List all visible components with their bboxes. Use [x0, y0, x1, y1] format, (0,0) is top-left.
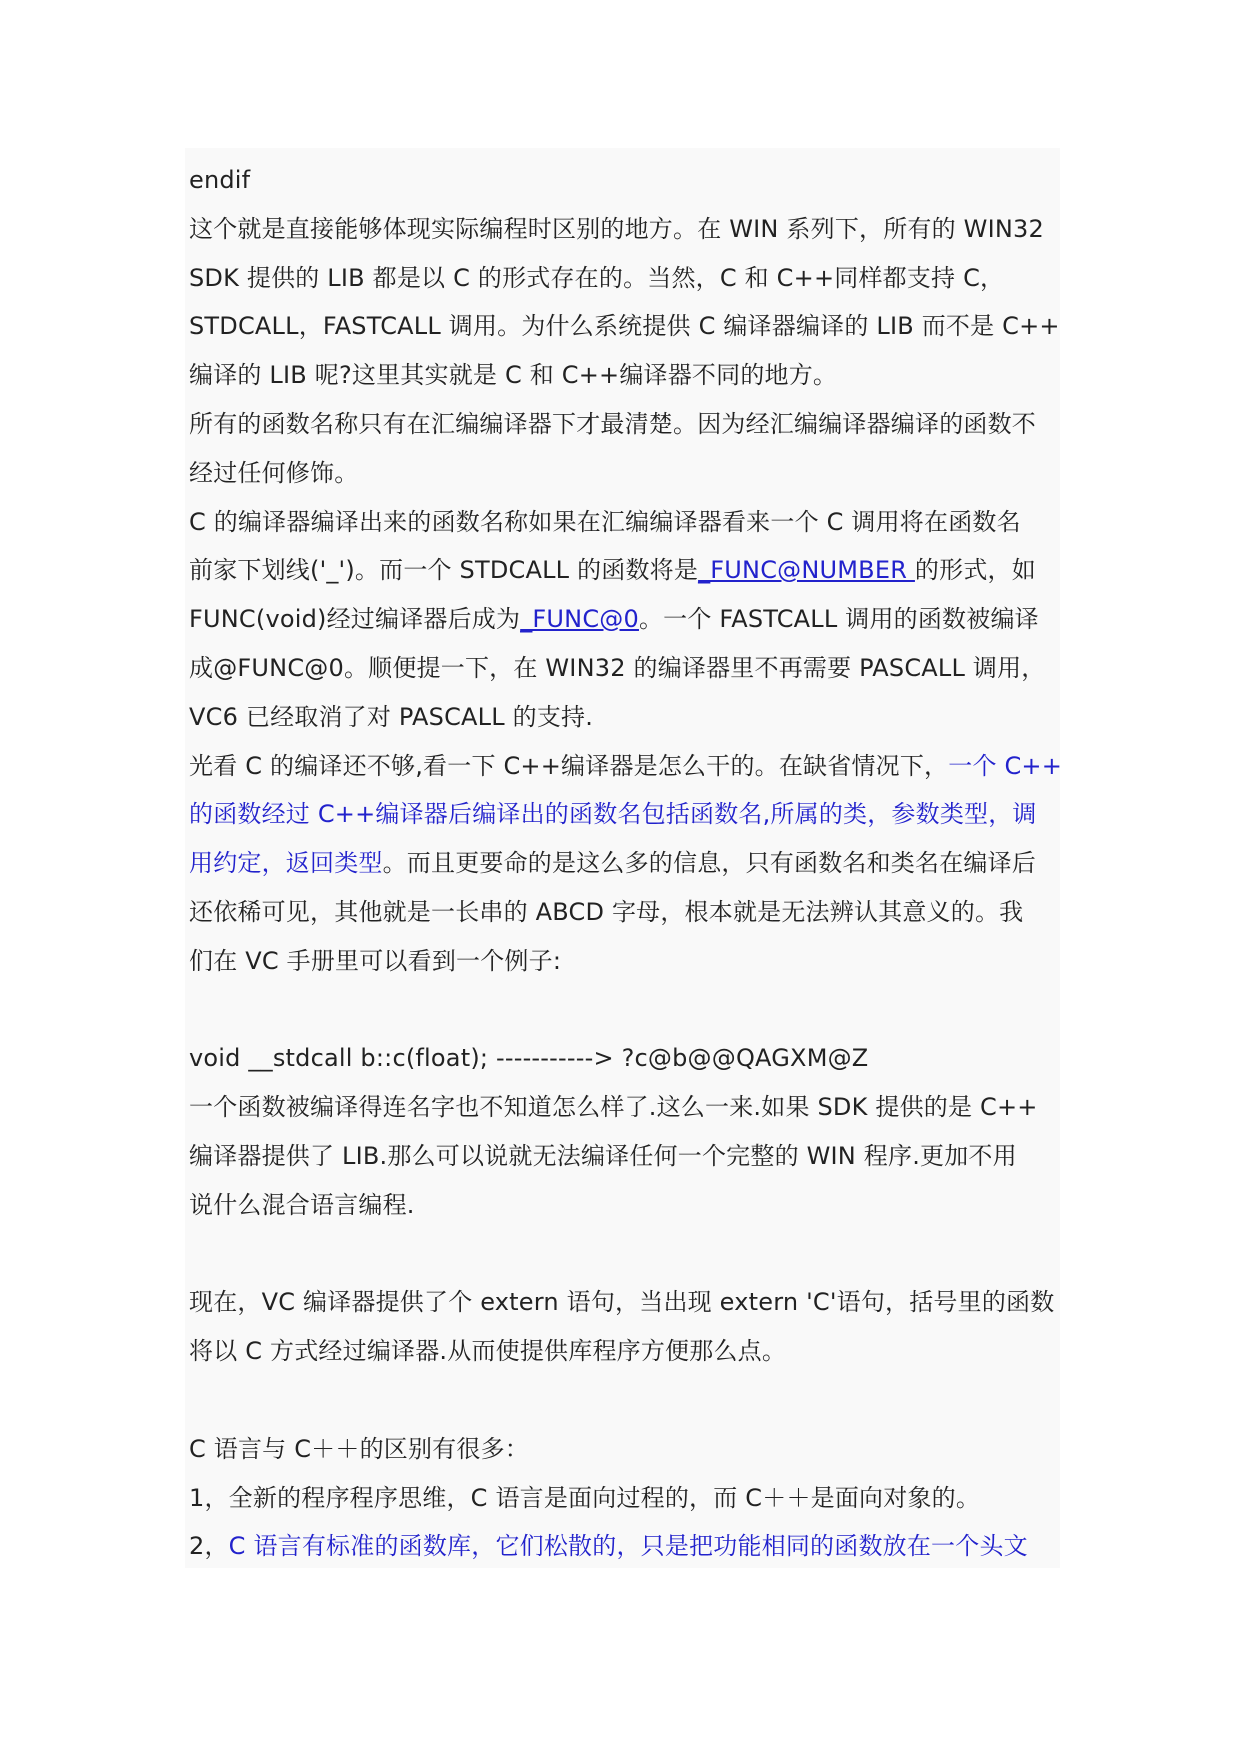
- line-text: FUNC(void)经过编译器后成为: [189, 605, 521, 634]
- paragraph-line: 说什么混合语言编程.: [189, 1190, 415, 1219]
- paragraph-line: 一个函数被编译得连名字也不知道怎么样了.这么一来.如果 SDK 提供的是 C++: [189, 1093, 1038, 1122]
- line-text: 前家下划线('_')。而一个 STDCALL 的函数将是: [189, 556, 699, 585]
- paragraph-line: 现在，VC 编译器提供了个 extern 语句，当出现 extern 'C'语句，括号里的函数: [189, 1288, 1055, 1317]
- func-zero-link[interactable]: _FUNC@0: [520, 605, 639, 634]
- document-body: [189, 156, 1063, 1571]
- paragraph-line: VC6 已经取消了对 PASCALL 的支持.: [189, 702, 594, 731]
- paragraph-line: SDK 提供的 LIB 都是以 C 的形式存在的。当然，C 和 C++同样都支持 C，: [189, 263, 1005, 292]
- func-number-link[interactable]: _FUNC@NUMBER: [698, 556, 915, 585]
- line-text: 的形式，如: [914, 556, 1036, 585]
- list-item: [189, 1522, 1059, 1571]
- code-example-line: void __stdcall b::c(float); -----------> ?c@b@@QAGXM@Z: [189, 1044, 869, 1073]
- text-panel: [185, 148, 1063, 1568]
- paragraph-line: endif: [189, 166, 251, 194]
- paragraph-line: [189, 839, 1059, 888]
- paragraph-line: 成@FUNC@0。顺便提一下，在 WIN32 的编译器里不再需要 PASCALL 调用，: [189, 653, 1046, 682]
- list-item: 1，全新的程序程序思维，C 语言是面向过程的，而 C＋＋是面向对象的。: [189, 1483, 981, 1512]
- line-text: 。一个 FASTCALL 调用的函数被编译: [638, 605, 1039, 634]
- paragraph-line: STDCALL，FASTCALL 调用。为什么系统提供 C 编译器编译的 LIB 而不是 C++: [189, 312, 1060, 341]
- highlighted-text: 一个 C++: [948, 751, 1063, 780]
- blank-line: [189, 1376, 1059, 1425]
- paragraph-line: C 语言与 C＋＋的区别有很多：: [189, 1434, 529, 1463]
- highlighted-text: C 语言有标准的函数库，它们松散的，只是把功能相同的函数放在一个头文: [228, 1532, 1028, 1561]
- highlighted-line: 的函数经过 C++编译器后编译出的函数名包括函数名,所属的类，参数类型，调: [189, 800, 1037, 829]
- line-text: 。而且更要命的是这么多的信息，只有函数名和类名在编译后: [382, 849, 1037, 878]
- paragraph-line: [189, 546, 1059, 595]
- paragraph-line: 编译器提供了 LIB.那么可以说就无法编译任何一个完整的 WIN 程序.更加不用: [189, 1141, 1017, 1170]
- highlighted-text: 用约定，返回类型: [189, 849, 383, 878]
- paragraph-line: 将以 C 方式经过编译器.从而使提供库程序方便那么点。: [189, 1337, 787, 1366]
- paragraph-line: 所有的函数名称只有在汇编编译器下才最清楚。因为经汇编编译器编译的函数不: [189, 409, 1036, 438]
- paragraph-line: [189, 595, 1059, 644]
- blank-line: [189, 986, 1059, 1035]
- paragraph-line: C 的编译器编译出来的函数名称如果在汇编编译器看来一个 C 调用将在函数名: [189, 507, 1021, 536]
- paragraph-line: [189, 742, 1063, 791]
- paragraph-line: 还依稀可见，其他就是一长串的 ABCD 字母，根本就是无法辨认其意义的。我: [189, 897, 1024, 926]
- list-marker: 2，: [189, 1532, 229, 1561]
- line-text: 光看 C 的编译还不够,看一下 C++编译器是怎么干的。在缺省情况下，: [189, 751, 949, 780]
- paragraph-line: 这个就是直接能够体现实际编程时区别的地方。在 WIN 系列下，所有的 WIN32: [189, 214, 1044, 243]
- paragraph-line: 们在 VC 手册里可以看到一个例子:: [189, 946, 562, 975]
- blank-line: [189, 1230, 1059, 1279]
- paragraph-line: 经过任何修饰。: [189, 458, 359, 487]
- paragraph-line: 编译的 LIB 呢?这里其实就是 C 和 C++编译器不同的地方。: [189, 361, 838, 390]
